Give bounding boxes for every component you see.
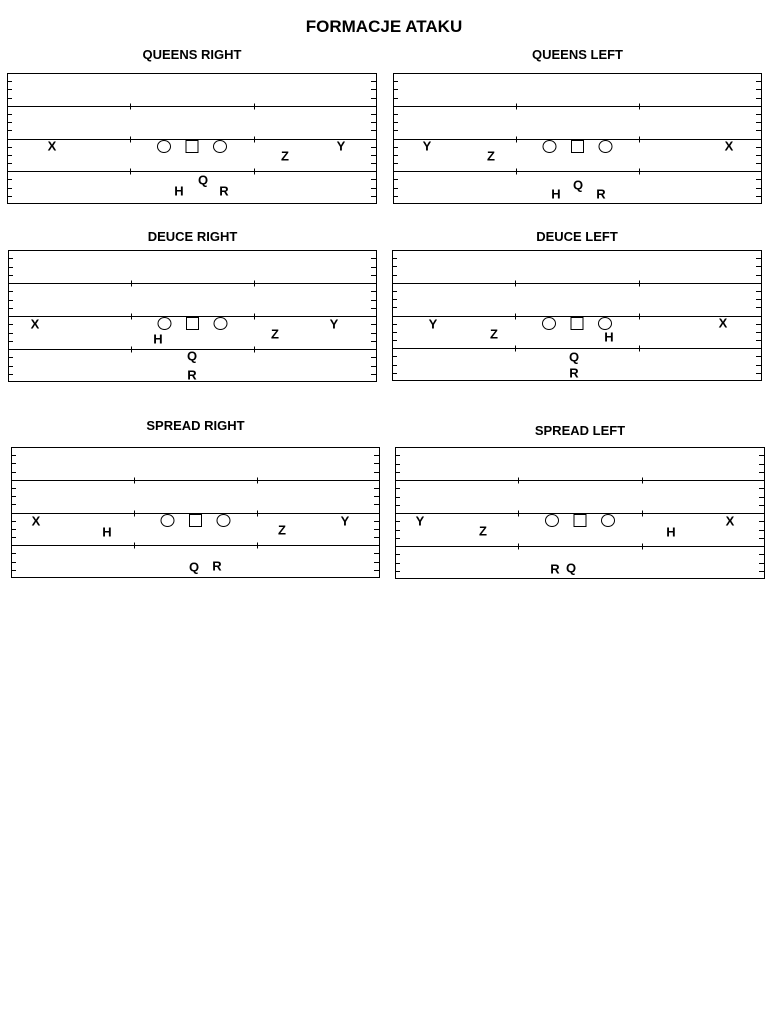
formation-title: DEUCE LEFT <box>536 229 618 244</box>
right-guard-circle <box>599 141 612 153</box>
right-guard-circle <box>599 318 612 330</box>
player-y: Y <box>415 513 425 529</box>
player-z: Z <box>281 148 289 164</box>
formation-panel <box>8 229 377 384</box>
player-q: Q <box>186 348 198 364</box>
center-square <box>190 515 202 527</box>
player-x: X <box>725 513 735 529</box>
player-x: X <box>718 315 728 331</box>
player-x: X <box>30 316 40 332</box>
field-border <box>8 74 377 204</box>
player-z: Z <box>278 522 286 538</box>
player-q: Q <box>197 172 209 188</box>
player-h: H <box>604 329 614 345</box>
center-square <box>571 318 583 330</box>
player-q: Q <box>565 560 577 576</box>
field-border <box>12 448 380 578</box>
formation-title: DEUCE RIGHT <box>147 229 238 244</box>
left-guard-circle <box>543 318 556 330</box>
formation-panel <box>392 229 762 383</box>
page-title: FORMACJE ATAKU <box>305 17 463 36</box>
player-r: R <box>219 183 229 199</box>
player-h: H <box>551 186 561 202</box>
player-z: Z <box>490 326 498 342</box>
formation-panel <box>393 47 762 206</box>
player-x: X <box>724 138 734 154</box>
formation-panel <box>7 47 377 206</box>
formation-title: SPREAD LEFT <box>534 423 626 438</box>
player-z: Z <box>271 326 279 342</box>
player-q: Q <box>568 349 580 365</box>
player-y: Y <box>336 138 346 154</box>
player-x: X <box>31 513 41 529</box>
player-h: H <box>174 183 184 199</box>
left-guard-circle <box>158 318 171 330</box>
player-q: Q <box>572 177 584 193</box>
formation-panel <box>11 418 380 580</box>
formation-title: QUEENS LEFT <box>531 47 623 62</box>
formation-title: SPREAD RIGHT <box>146 418 245 433</box>
left-guard-circle <box>546 515 559 527</box>
player-x: X <box>47 138 57 154</box>
football-field <box>395 447 766 580</box>
player-z: Z <box>479 523 487 539</box>
player-y: Y <box>428 316 438 332</box>
player-y: Y <box>340 513 350 529</box>
center-square <box>572 141 584 153</box>
formation-panel <box>395 423 765 581</box>
left-guard-circle <box>158 141 171 153</box>
center-square <box>574 515 586 527</box>
player-y: Y <box>329 316 339 332</box>
right-guard-circle <box>214 318 227 330</box>
center-square <box>186 141 198 153</box>
player-r: R <box>569 365 579 381</box>
player-r: R <box>212 558 222 574</box>
player-z: Z <box>487 148 495 164</box>
player-h: H <box>666 524 676 540</box>
center-square <box>187 318 199 330</box>
player-h: H <box>102 524 112 540</box>
right-guard-circle <box>217 515 230 527</box>
player-y: Y <box>422 138 432 154</box>
left-guard-circle <box>161 515 174 527</box>
right-guard-circle <box>214 141 227 153</box>
player-r: R <box>187 367 197 383</box>
player-h: H <box>153 331 163 347</box>
right-guard-circle <box>602 515 615 527</box>
player-r: R <box>596 186 606 202</box>
left-guard-circle <box>543 141 556 153</box>
player-r: R <box>550 561 560 577</box>
football-field <box>7 73 378 205</box>
player-q: Q <box>188 559 200 575</box>
formation-title: QUEENS RIGHT <box>142 47 242 62</box>
